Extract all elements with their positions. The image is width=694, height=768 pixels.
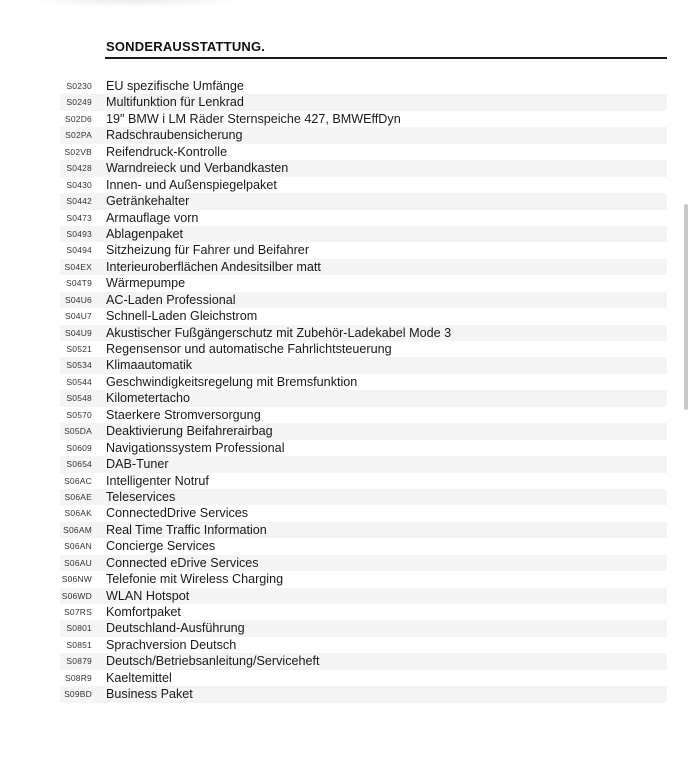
option-label: Concierge Services <box>106 539 216 554</box>
list-item <box>0 440 694 456</box>
list-item <box>0 374 694 390</box>
list-item <box>0 456 694 472</box>
option-code: S0249 <box>66 97 92 108</box>
option-label: Deaktivierung Beifahrerairbag <box>106 424 273 439</box>
option-code: S04U9 <box>65 327 92 338</box>
option-label: Innen- und Außenspiegelpaket <box>106 177 277 192</box>
list-item <box>0 473 694 489</box>
option-code: S09BD <box>64 689 92 700</box>
option-label: Schnell-Laden Gleichstrom <box>106 309 258 324</box>
list-item <box>0 177 694 193</box>
option-code: S06NW <box>61 574 92 585</box>
option-label: Reifendruck-Kontrolle <box>106 144 228 159</box>
option-label: Getränkehalter <box>106 194 190 209</box>
option-label: Navigationssystem Professional <box>106 440 285 455</box>
option-code: S0493 <box>66 228 92 239</box>
option-label: Deutschland-Ausführung <box>106 621 245 636</box>
list-item <box>0 193 694 209</box>
option-code: S0879 <box>66 656 92 667</box>
option-code: S06AM <box>63 524 92 535</box>
option-label: Multifunktion für Lenkrad <box>106 95 244 110</box>
list-item <box>0 538 694 554</box>
option-code: S06AC <box>64 475 92 486</box>
list-item <box>0 144 694 160</box>
list-item <box>0 259 694 275</box>
option-code: S06AK <box>64 508 92 519</box>
option-code: S0609 <box>66 442 92 453</box>
option-code: S07RS <box>64 607 92 617</box>
list-item <box>0 275 694 291</box>
option-code: S04T9 <box>65 278 92 289</box>
option-code: S0428 <box>66 163 92 174</box>
option-code: S0544 <box>66 376 92 387</box>
option-label: ConnectedDrive Services <box>106 506 249 521</box>
list-item <box>0 522 694 538</box>
option-code: S05DA <box>64 426 92 437</box>
list-item <box>0 226 694 242</box>
list-item <box>0 160 694 176</box>
option-code: S0442 <box>66 196 92 207</box>
option-label: Staerkere Stromversorgung <box>106 407 261 422</box>
list-item <box>0 489 694 505</box>
list-item <box>0 390 694 406</box>
option-code: S02VB <box>64 146 92 157</box>
option-code: S0230 <box>66 81 92 91</box>
list-item <box>0 423 694 439</box>
option-code: S0654 <box>66 459 92 470</box>
option-code: S08R9 <box>65 672 92 683</box>
option-code: S0430 <box>66 179 92 190</box>
list-item <box>0 686 694 702</box>
option-label: AC-Laden Professional <box>106 292 236 307</box>
list-item <box>0 588 694 604</box>
list-item <box>0 670 694 686</box>
option-label: Armauflage vorn <box>106 210 199 225</box>
option-label: DAB-Tuner <box>106 457 169 472</box>
section-title: SONDERAUSSTATTUNG. <box>106 39 266 54</box>
option-label: Teleservices <box>106 489 176 504</box>
list-item <box>0 620 694 636</box>
list-item <box>0 637 694 653</box>
equipment-list <box>0 78 694 703</box>
list-item <box>0 94 694 110</box>
option-label: Deutsch/Betriebsanleitung/Serviceheft <box>106 654 320 669</box>
option-label: Ablagenpaket <box>106 226 184 241</box>
option-code: S0494 <box>66 245 92 256</box>
option-code: S06AE <box>64 491 92 502</box>
option-label: Regensensor und automatische Fahrlichtsteuerung <box>106 342 392 356</box>
list-item <box>0 341 694 357</box>
option-code: S0473 <box>66 212 92 223</box>
option-label: Sprachversion Deutsch <box>106 637 237 652</box>
option-label: Warndreieck und Verbandkasten <box>106 161 289 176</box>
scrollbar[interactable] <box>684 204 688 410</box>
option-label: Connected eDrive Services <box>106 555 259 570</box>
option-code: S02D6 <box>65 113 92 124</box>
option-label: Real Time Traffic Information <box>106 522 267 537</box>
option-label: Klimaautomatik <box>106 358 193 373</box>
option-label: EU spezifische Umfänge <box>106 79 244 93</box>
option-label: Radschraubensicherung <box>106 128 243 143</box>
option-code: S0521 <box>66 344 92 354</box>
list-item <box>0 357 694 373</box>
option-label: Interieuroberflächen Andesitsilber matt <box>106 259 321 274</box>
option-code: S0570 <box>66 409 92 420</box>
option-code: S06AU <box>64 557 92 568</box>
option-label: Komfortpaket <box>106 605 181 619</box>
list-item <box>0 604 694 620</box>
list-item <box>0 407 694 423</box>
list-item <box>0 505 694 521</box>
list-item <box>0 210 694 226</box>
list-item <box>0 78 694 94</box>
option-code: S0851 <box>66 639 92 650</box>
option-code: S0534 <box>66 360 92 371</box>
list-item <box>0 127 694 143</box>
option-label: Telefonie mit Wireless Charging <box>106 572 284 587</box>
list-item <box>0 111 694 127</box>
list-item <box>0 571 694 587</box>
title-divider <box>105 57 667 59</box>
list-item <box>0 555 694 571</box>
list-item <box>0 308 694 324</box>
option-code: S0801 <box>66 623 92 634</box>
option-code: S04U7 <box>65 311 92 322</box>
option-label: Business Paket <box>106 687 193 702</box>
list-item <box>0 325 694 341</box>
option-label: Geschwindigkeitsregelung mit Bremsfunktion <box>106 374 358 389</box>
option-label: WLAN Hotspot <box>106 588 190 603</box>
option-label: Wärmepumpe <box>106 276 186 291</box>
option-label: 19" BMW i LM Räder Sternspeiche 427, BMWEffDyn <box>106 111 401 126</box>
option-label: Akustischer Fußgängerschutz mit Zubehör-Ladekabel Mode 3 <box>106 325 452 340</box>
option-label: Kaeltemittel <box>106 670 172 685</box>
option-code: S0548 <box>66 393 92 404</box>
list-item <box>0 292 694 308</box>
option-label: Sitzheizung für Fahrer und Beifahrer <box>106 243 310 258</box>
list-item <box>0 653 694 669</box>
option-label: Intelligenter Notruf <box>106 473 209 488</box>
option-code: S04U6 <box>65 294 92 305</box>
option-code: S06WD <box>61 590 92 601</box>
top-shadow <box>20 0 250 8</box>
list-item <box>0 242 694 258</box>
option-code: S02PA <box>65 130 92 141</box>
option-label: Kilometertacho <box>106 391 190 406</box>
option-code: S04EX <box>64 261 92 272</box>
option-code: S06AN <box>64 541 92 552</box>
